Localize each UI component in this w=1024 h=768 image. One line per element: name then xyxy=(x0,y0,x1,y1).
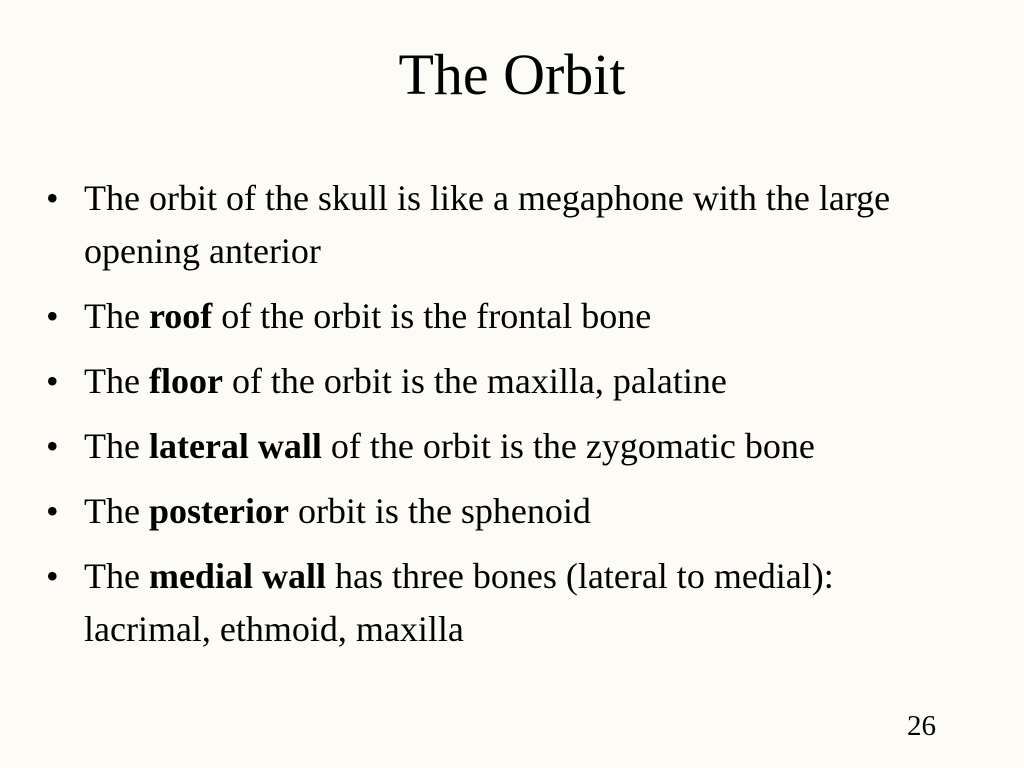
bullet-text xyxy=(84,361,727,401)
bullet-text-bold: medial wall xyxy=(148,556,326,596)
bullet-text-pre: The xyxy=(84,296,149,336)
bullet-text-bold: lateral wall xyxy=(148,426,322,466)
bullet-item xyxy=(40,550,940,656)
bullet-item xyxy=(40,172,940,278)
slide-title: The Orbit xyxy=(398,42,626,107)
bullet-marker: • xyxy=(46,296,59,336)
bullet-item xyxy=(40,290,940,343)
bullet-text xyxy=(84,491,591,531)
bullet-text-post: of the orbit is the maxilla, palatine xyxy=(222,361,727,401)
bullet-item xyxy=(40,355,940,408)
page-number: 26 xyxy=(907,710,936,742)
bullet-text xyxy=(84,178,890,271)
bullet-text-post: of the orbit is the frontal bone xyxy=(212,296,652,336)
bullet-text-post: has three bones (lateral to medial): lacrimal, ethmoid, maxilla xyxy=(84,556,834,649)
bullet-text-post: orbit is the sphenoid xyxy=(288,491,591,531)
bullet-item xyxy=(40,485,940,538)
bullet-text-pre: The xyxy=(84,426,149,466)
bullet-marker: • xyxy=(46,556,59,596)
bullet-text xyxy=(84,556,834,649)
bullet-text-pre: The orbit of the skull is like a megaphone with the large opening anterior xyxy=(84,178,891,271)
bullet-marker: • xyxy=(46,178,59,218)
bullet-item xyxy=(40,420,940,473)
bullet-text-bold: floor xyxy=(148,361,223,401)
bullet-text xyxy=(84,296,651,336)
bullet-text-post: of the orbit is the zygomatic bone xyxy=(321,426,815,466)
bullet-text-bold: roof xyxy=(148,296,213,336)
bullet-text-pre: The xyxy=(84,556,149,596)
bullet-list xyxy=(40,172,940,668)
bullet-text-pre: The xyxy=(84,361,149,401)
bullet-marker: • xyxy=(46,361,59,401)
bullet-marker: • xyxy=(46,491,59,531)
bullet-marker: • xyxy=(46,426,59,466)
bullet-text-pre: The xyxy=(84,491,149,531)
bullet-text-bold: posterior xyxy=(148,491,289,531)
bullet-text xyxy=(84,426,815,466)
